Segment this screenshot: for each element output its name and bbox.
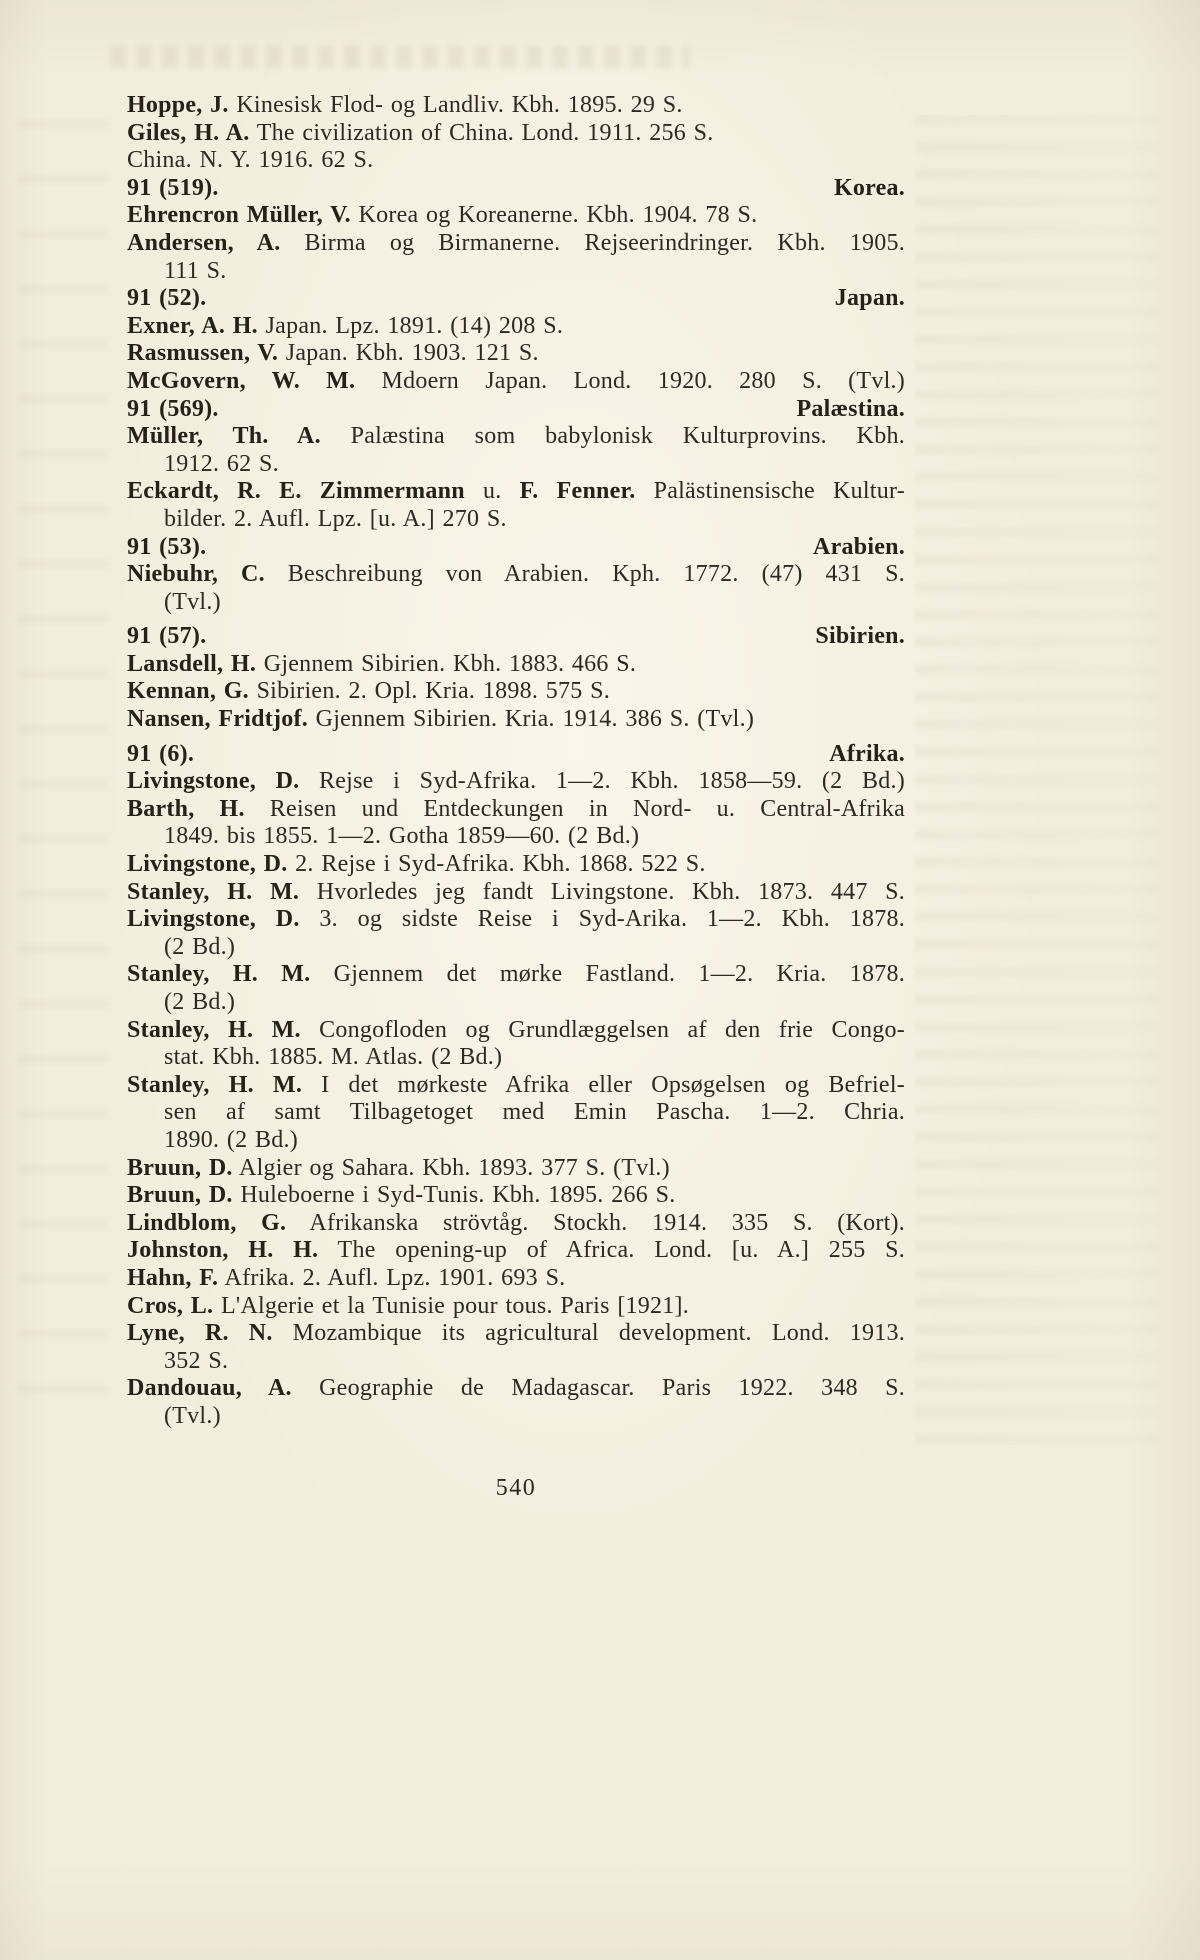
entry-text: 1890. (2 Bd.) bbox=[164, 1126, 299, 1153]
entry-text: Gjennem det mørke Fastland. 1—2. Kria. 1878. bbox=[310, 961, 905, 988]
author-name: Bruun, D. bbox=[127, 1182, 233, 1209]
bibliography-line bbox=[127, 851, 905, 879]
bibliography-line bbox=[127, 651, 905, 679]
bibliography-line bbox=[127, 340, 905, 368]
section-header bbox=[127, 175, 905, 203]
entry-text: Huleboerne i Syd-Tunis. Kbh. 1895. 266 S. bbox=[232, 1182, 676, 1209]
entry-text: Mdoern Japan. Lond. 1920. 280 S. (Tvl.) bbox=[355, 367, 905, 394]
bibliography-line bbox=[127, 423, 905, 451]
bibliography-line bbox=[127, 706, 905, 734]
entry-text: Geographie de Madagascar. Paris 1922. 348 S. bbox=[291, 1375, 905, 1402]
entry-text: Afrikanska strövtåg. Stockh. 1914. 335 S. (Kort). bbox=[286, 1209, 905, 1236]
entry-text: I det mørkeste Afrika eller Opsøgelsen og Befriel- bbox=[302, 1071, 905, 1098]
entry-text: The civilization of China. Lond. 1911. 256 S. bbox=[249, 119, 714, 146]
author-name: Bruun, D. bbox=[127, 1154, 233, 1181]
author-name: Kennan, G. bbox=[127, 678, 249, 705]
author-name: Stanley, H. M. bbox=[127, 961, 311, 988]
entry-text: (2 Bd.) bbox=[164, 933, 236, 960]
author-name: Stanley, H. M. bbox=[127, 1016, 301, 1043]
entry-text: (2 Bd.) bbox=[164, 989, 236, 1015]
section-header bbox=[127, 741, 905, 769]
bibliography-line bbox=[127, 1293, 905, 1321]
section-header bbox=[127, 623, 905, 651]
bibliography-line bbox=[127, 961, 905, 989]
entry-text: 3. og sidste Reise i Syd-Arika. 1—2. Kbh. 1878. bbox=[299, 906, 905, 933]
author-name: Barth, H. bbox=[127, 795, 245, 822]
bibliography-line bbox=[127, 1182, 905, 1210]
entry-text: 111 S. bbox=[164, 257, 227, 284]
bibliography-line bbox=[127, 934, 905, 962]
entry-text: Korea og Koreanerne. Kbh. 1904. 78 S. bbox=[350, 202, 758, 229]
bibliography-line bbox=[127, 368, 905, 396]
bibliography-line bbox=[127, 120, 905, 148]
text-column bbox=[127, 92, 905, 1502]
section-title: Japan. bbox=[834, 285, 905, 312]
entry-text: Hvorledes jeg fandt Livingstone. Kbh. 1873. 447 S. bbox=[299, 878, 905, 905]
entry-text: Rejse i Syd-Afrika. 1—2. Kbh. 1858—59. (2 Bd.) bbox=[299, 768, 905, 795]
bibliography-line bbox=[127, 1210, 905, 1238]
bibliography-line bbox=[127, 451, 905, 479]
section-title: Arabien. bbox=[813, 533, 905, 560]
bleedthrough-artifact bbox=[915, 115, 1160, 1445]
bibliography-line bbox=[127, 230, 905, 258]
author-name: Eckardt, R. E. Zimmermann bbox=[127, 478, 465, 505]
author-name: Ehrencron Müller, V. bbox=[127, 202, 351, 229]
author-name: Lyne, R. N. bbox=[127, 1320, 273, 1347]
entry-text: China. N. Y. 1916. 62 S. bbox=[127, 147, 374, 174]
bibliography-line bbox=[127, 258, 905, 286]
bibliography-line bbox=[127, 1017, 905, 1045]
entry-text: (Tvl.) bbox=[164, 1402, 221, 1429]
entry-text: Mozambique its agricultural development. Lond. 1913. bbox=[272, 1320, 905, 1347]
entry-text: L'Algerie et la Tunisie pour tous. Paris [1921]. bbox=[213, 1292, 690, 1319]
entry-text: Palæstina som babylonisk Kulturprovins. Kbh. bbox=[320, 423, 905, 450]
bibliography-line bbox=[127, 313, 905, 341]
author-name: Livingstone, D. bbox=[127, 906, 300, 933]
author-name: Niebuhr, C. bbox=[127, 561, 265, 588]
author-name: Cros, L. bbox=[127, 1292, 214, 1319]
bibliography-line bbox=[127, 1348, 905, 1376]
entry-text: 2. Rejse i Syd-Afrika. Kbh. 1868. 522 S. bbox=[287, 851, 706, 878]
section-header bbox=[127, 285, 905, 313]
author-name: F. Fenner. bbox=[519, 478, 636, 505]
section-header bbox=[127, 396, 905, 424]
entry-text: 1849. bis 1855. 1—2. Gotha 1859—60. (2 Bd.) bbox=[164, 823, 640, 850]
entry-text: Japan. Kbh. 1903. 121 S. bbox=[278, 340, 539, 367]
entry-text: Algier og Sahara. Kbh. 1893. 377 S. (Tvl.) bbox=[232, 1154, 670, 1181]
section-title: Korea. bbox=[833, 174, 905, 201]
bibliography-line bbox=[127, 1072, 905, 1100]
section-number: 91 (519). bbox=[127, 174, 219, 201]
entry-text: sen af samt Tilbagetoget med Emin Pascha. 1—2. Chria. bbox=[164, 1099, 905, 1126]
entry-text: Gjennem Sibirien. Kbh. 1883. 466 S. bbox=[256, 650, 637, 677]
bibliography-line bbox=[127, 506, 905, 534]
bleedthrough-artifact bbox=[18, 120, 108, 1420]
page-number: 540 bbox=[495, 1474, 537, 1501]
bibliography-line bbox=[127, 879, 905, 907]
section-title: Sibirien. bbox=[815, 623, 905, 650]
entry-text: (Tvl.) bbox=[164, 588, 221, 615]
author-name: Stanley, H. M. bbox=[127, 1071, 303, 1098]
bibliography-line bbox=[127, 202, 905, 230]
section-number: 91 (52). bbox=[127, 285, 207, 312]
entry-text: Afrika. 2. Aufl. Lpz. 1901. 693 S. bbox=[218, 1264, 566, 1291]
author-name: Lansdell, H. bbox=[127, 650, 257, 677]
bleedthrough-artifact bbox=[110, 46, 690, 68]
entry-text: Birma og Birmanerne. Rejseerindringer. Kbh. 1905. bbox=[280, 229, 905, 256]
bibliography-line bbox=[127, 989, 905, 1017]
author-name: Nansen, Fridtjof. bbox=[127, 706, 308, 733]
entry-text: Gjennem Sibirien. Kria. 1914. 386 S. (Tvl.) bbox=[307, 706, 755, 733]
author-name: Hahn, F. bbox=[127, 1264, 219, 1291]
entry-text: The opening-up of Africa. Lond. [u. A.] 255 S. bbox=[318, 1237, 906, 1264]
bibliography-line bbox=[127, 92, 905, 120]
entry-text: u. bbox=[464, 478, 520, 505]
bibliography-line bbox=[127, 1403, 905, 1431]
bibliography-line bbox=[127, 1320, 905, 1348]
bibliography-line bbox=[127, 796, 905, 824]
bibliography-line bbox=[127, 678, 905, 706]
bibliography-line bbox=[127, 1127, 905, 1155]
author-name: Dandouau, A. bbox=[127, 1375, 292, 1402]
section-number: 91 (569). bbox=[127, 395, 219, 422]
entry-text: Beschreibung von Arabien. Kph. 1772. (47) 431 S. bbox=[264, 561, 905, 588]
author-name: Stanley, H. M. bbox=[127, 878, 300, 905]
bibliography-line bbox=[127, 1155, 905, 1183]
author-name: Rasmussen, V. bbox=[127, 340, 279, 367]
section-title: Palæstina. bbox=[796, 395, 905, 422]
author-name: Giles, H. A. bbox=[127, 119, 250, 146]
entry-text: Kinesisk Flod- og Landliv. Kbh. 1895. 29 S. bbox=[228, 92, 683, 118]
bibliography-line bbox=[127, 1265, 905, 1293]
section-number: 91 (6). bbox=[127, 740, 195, 767]
entry-text: Palästinensische Kultur- bbox=[635, 478, 905, 505]
section-number: 91 (53). bbox=[127, 533, 207, 560]
bibliography-line bbox=[127, 823, 905, 851]
bibliography-line bbox=[127, 1375, 905, 1403]
author-name: Lindblom, G. bbox=[127, 1209, 287, 1236]
entry-text: Congofloden og Grundlæggelsen af den frie Congo- bbox=[300, 1016, 905, 1043]
entry-text: Sibirien. 2. Opl. Kria. 1898. 575 S. bbox=[248, 678, 610, 705]
author-name: Müller, Th. A. bbox=[127, 423, 321, 450]
bibliography-line bbox=[127, 768, 905, 796]
author-name: Andersen, A. bbox=[127, 229, 281, 256]
bibliography-line bbox=[127, 1099, 905, 1127]
section-number: 91 (57). bbox=[127, 623, 207, 650]
author-name: Livingstone, D. bbox=[127, 768, 300, 795]
bibliography-line bbox=[127, 1044, 905, 1072]
entry-text: 352 S. bbox=[164, 1347, 229, 1374]
entry-text: Reisen und Entdeckungen in Nord- u. Central-Afrika bbox=[244, 795, 905, 822]
bibliography-line bbox=[127, 478, 905, 506]
section-title: Afrika. bbox=[829, 740, 905, 767]
author-name: Exner, A. H. bbox=[127, 312, 258, 339]
author-name: Hoppe, J. bbox=[127, 92, 229, 118]
section-header bbox=[127, 534, 905, 562]
entry-text: 1912. 62 S. bbox=[164, 450, 279, 477]
bibliography-line bbox=[127, 1237, 905, 1265]
entry-text: bilder. 2. Aufl. Lpz. [u. A.] 270 S. bbox=[164, 505, 507, 532]
entry-text: Japan. Lpz. 1891. (14) 208 S. bbox=[257, 312, 564, 339]
bibliography-line bbox=[127, 589, 905, 617]
bibliography-line bbox=[127, 147, 905, 175]
bibliography-line bbox=[127, 906, 905, 934]
bibliography-line bbox=[127, 561, 905, 589]
author-name: Livingstone, D. bbox=[127, 851, 288, 878]
author-name: Johnston, H. H. bbox=[127, 1237, 319, 1264]
entry-text: stat. Kbh. 1885. M. Atlas. (2 Bd.) bbox=[164, 1044, 503, 1071]
author-name: McGovern, W. M. bbox=[127, 367, 356, 394]
